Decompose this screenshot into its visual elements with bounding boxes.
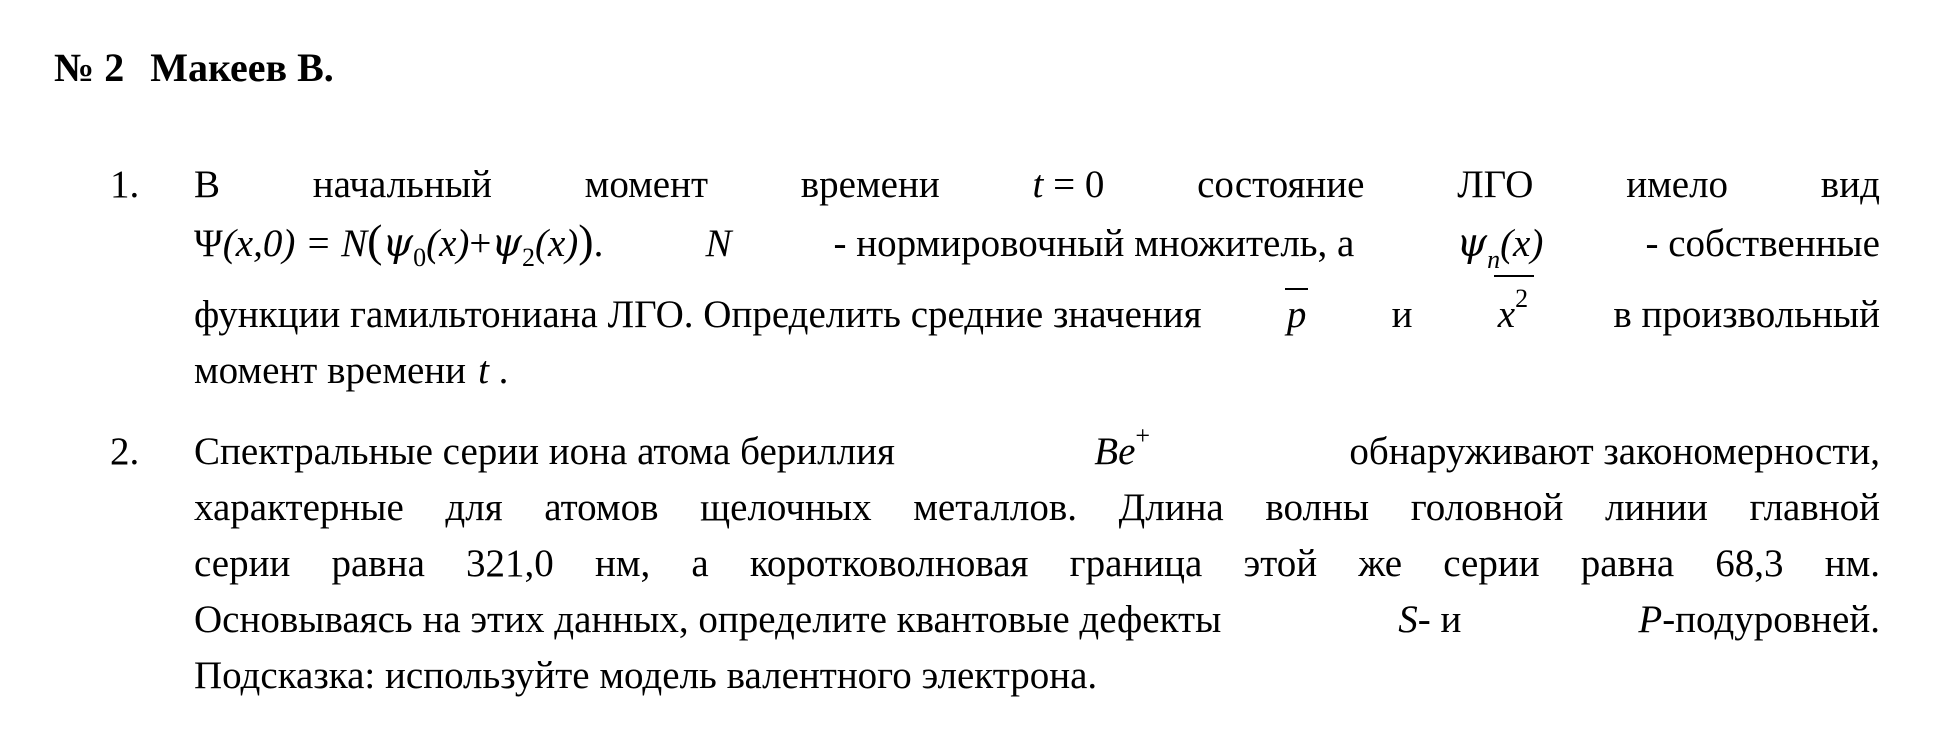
formula-n: N bbox=[705, 222, 732, 265]
word: вид bbox=[1820, 163, 1880, 206]
text-segment: момент времени bbox=[194, 349, 467, 392]
problem-number: 1. bbox=[110, 163, 140, 206]
formula-t: t . bbox=[478, 349, 509, 392]
text-line-5 bbox=[194, 648, 1880, 704]
set-number: № 2 bbox=[54, 45, 125, 90]
text-segment: Основываясь на этих данных, определите квантовые дефекты bbox=[194, 598, 1222, 641]
formula-t-equals-zero: t = 0 bbox=[1032, 163, 1105, 206]
text-segment: в произвольный bbox=[1613, 293, 1880, 336]
word: имело bbox=[1626, 163, 1729, 206]
sublevel-s: S- и bbox=[1398, 598, 1462, 641]
text-segment: характерные для атомов щелочных металлов. Длина волны головной линии главной bbox=[194, 486, 1880, 529]
word: состояние bbox=[1197, 163, 1365, 206]
problem-number: 2. bbox=[110, 430, 140, 473]
text-line-3 bbox=[194, 284, 1880, 343]
word: времени bbox=[800, 163, 940, 206]
text-segment: функции гамильтониана ЛГО. Определить средние значения bbox=[194, 293, 1202, 336]
word: ЛГО bbox=[1457, 163, 1534, 206]
problem-text bbox=[194, 157, 1880, 399]
author-name: Макеев В. bbox=[150, 45, 334, 90]
formula-beryllium-ion: Be+ bbox=[1094, 421, 1151, 473]
word: момент bbox=[584, 163, 708, 206]
text-segment: серии равна 321,0 нм, а коротковолновая граница этой же серии равна 68,3 нм. bbox=[194, 542, 1880, 585]
formula-wavefunction: $\Psi(x,0) = N(\psi_0(x)+\psi_2(x))$. bbox=[194, 215, 604, 272]
formula-mean-p: p bbox=[1287, 287, 1307, 343]
text-segment: и bbox=[1391, 293, 1413, 336]
text-line-4 bbox=[194, 592, 1880, 648]
problem-text bbox=[194, 421, 1880, 704]
problem-set-heading bbox=[54, 45, 334, 90]
text-line-3 bbox=[194, 536, 1880, 592]
formula-mean-x-squared: $x^2$ bbox=[1498, 287, 1528, 347]
text-line-4 bbox=[194, 343, 1880, 399]
text-segment: - собственные bbox=[1645, 222, 1880, 265]
text-line-2 bbox=[194, 480, 1880, 536]
text-segment: - нормировочный множитель, а bbox=[833, 222, 1355, 265]
text-line-1 bbox=[194, 157, 1880, 213]
text-line-2 bbox=[194, 213, 1880, 274]
text-line-1 bbox=[194, 421, 1880, 480]
sublevel-p: P-подуровней. bbox=[1638, 598, 1880, 641]
word: В bbox=[194, 163, 221, 206]
text-segment: обнаруживают закономерности, bbox=[1349, 430, 1880, 473]
hint-text: Подсказка: используйте модель валентного электрона. bbox=[194, 654, 1098, 697]
formula-psi-n: $\psi_n(x)$ bbox=[1456, 221, 1544, 274]
text-segment: Спектральные серии иона атома бериллия bbox=[194, 430, 895, 473]
word: начальный bbox=[312, 163, 492, 206]
